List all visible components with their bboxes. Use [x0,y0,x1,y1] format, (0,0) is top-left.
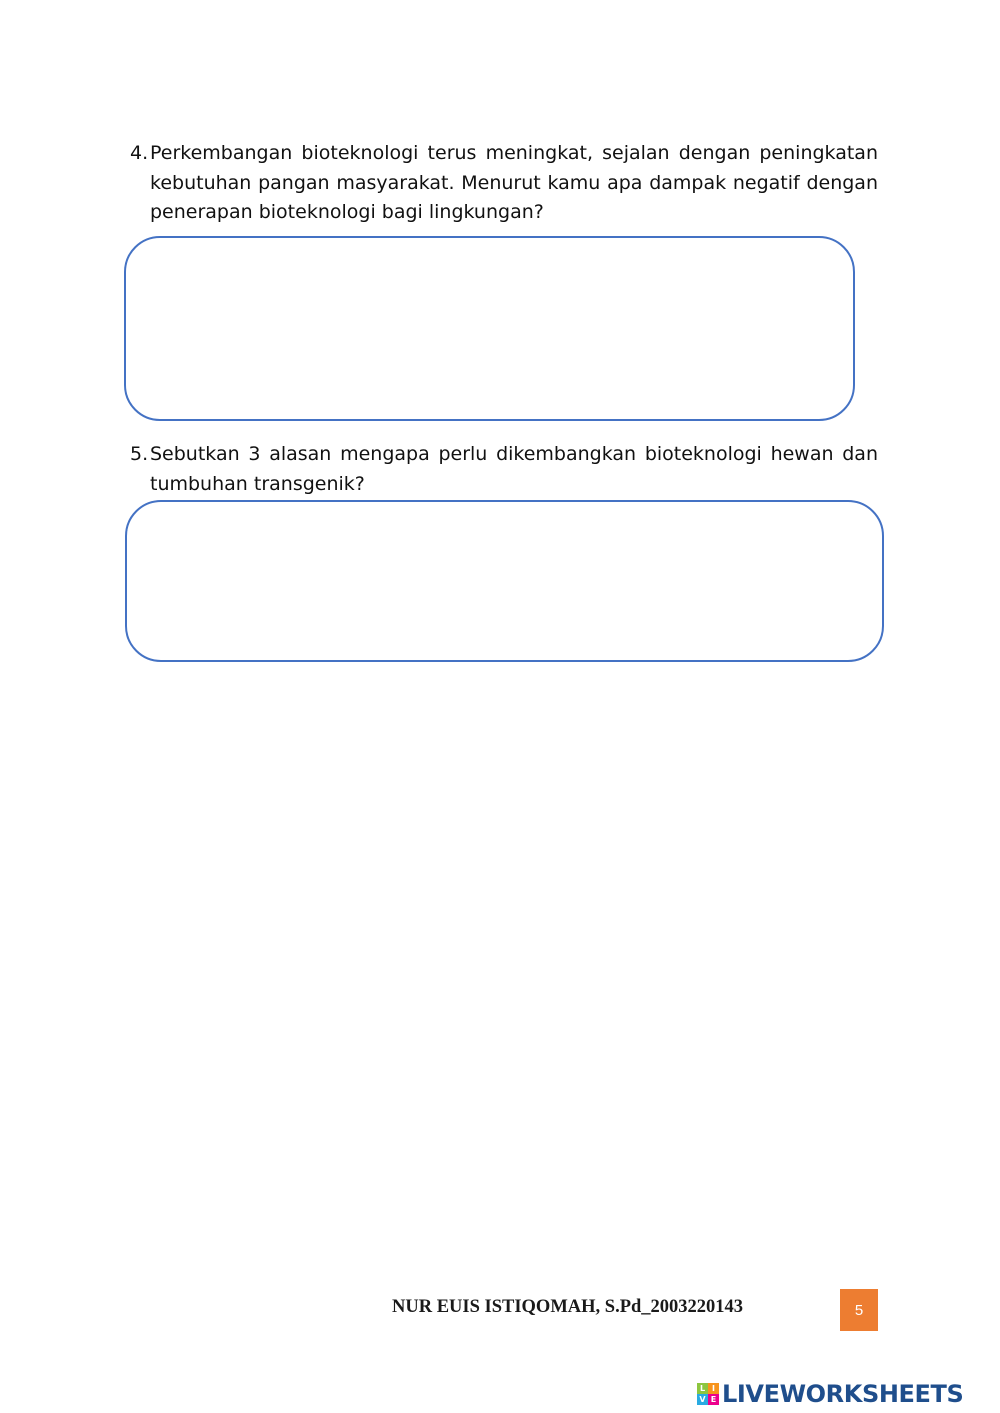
logo-tile: L [697,1383,708,1394]
answer-box-5[interactable] [125,500,884,662]
logo-tile: V [697,1394,708,1405]
logo-tile: E [708,1394,719,1405]
page-number-badge: 5 [840,1289,878,1331]
liveworksheets-logo-icon [697,1383,719,1405]
brand-name: LIVEWORKSHEETS [722,1380,964,1408]
question-4-number: 4. [130,142,149,164]
answer-box-4[interactable] [124,236,855,421]
question-4-text: Perkembangan bioteknologi terus meningkat, sejalan dengan peningkatan kebutuhan pangan masyarakat. Menurut kamu apa dampak negatif dengan penerapan bioteknologi bagi lingkungan? [150,142,878,223]
question-5-number: 5. [130,443,149,465]
logo-tile: I [708,1383,719,1394]
footer-author: NUR EUIS ISTIQOMAH, S.Pd_2003220143 [392,1297,744,1317]
liveworksheets-brand [697,1378,963,1410]
question-5-text: Sebutkan 3 alasan mengapa perlu dikembangkan bioteknologi hewan dan tumbuhan transgenik? [150,443,878,495]
question-5 [130,440,878,499]
question-4 [130,139,878,228]
